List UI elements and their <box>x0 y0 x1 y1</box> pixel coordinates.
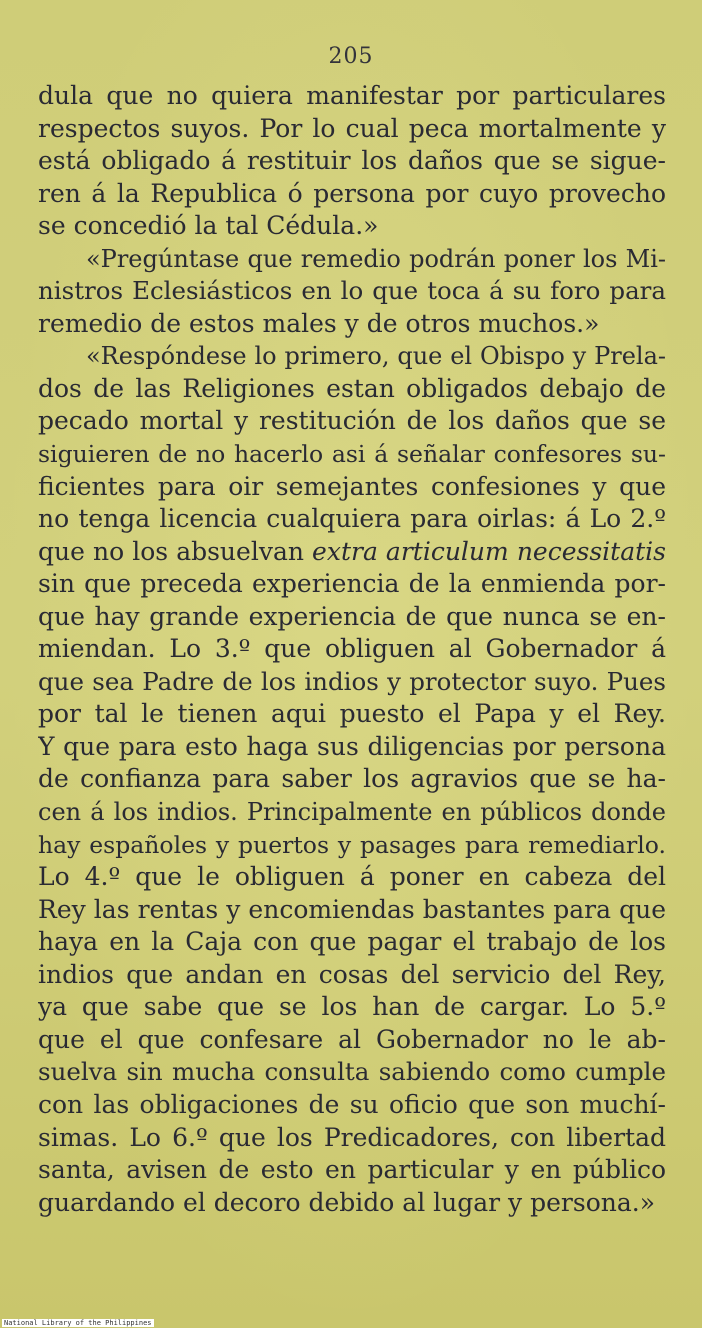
text-line: cen á los indios. Principalmente en públicos donde <box>38 798 666 827</box>
text-line: que sea Padre de los indios y protector suyo. Pues <box>38 666 666 696</box>
text-line: indios que andan en cosas del servicio del Rey, <box>38 959 666 989</box>
text-line: dula que no quiera manifestar por particulares <box>38 81 666 110</box>
text-line: sin que preceda experiencia de la enmienda por- <box>38 569 666 599</box>
text-line: Y que para esto haga sus diligencias por persona <box>38 731 666 761</box>
text-line: que hay grande experiencia de que nunca se en- <box>38 601 666 631</box>
text-line: remedio de estos males y de otros muchos.» <box>38 308 600 338</box>
text-line: ficientes para oir semejantes confesiones y que <box>38 471 666 501</box>
text-line: «Pregúntase que remedio podrán poner los Mi- <box>86 244 666 273</box>
text-line: pecado mortal y restitución de los daños que se <box>38 406 666 436</box>
text-line: «Respóndese lo primero, que el Obispo y Prela- <box>86 342 666 371</box>
text-line: guardando el decoro debido al lugar y persona.» <box>38 1187 656 1217</box>
text-line: ya que sabe que se los han de cargar. Lo 5.º <box>38 992 666 1022</box>
text-line: suelva sin mucha consulta sabiendo como cumple <box>38 1057 666 1087</box>
text-line: se concedió la tal Cédula.» <box>38 211 379 241</box>
text-line: haya en la Caja con que pagar el trabajo de los <box>38 927 666 957</box>
latin-phrase: extra articulum necessitatis <box>312 536 666 566</box>
text-line: con las obligaciones de su oficio que son muchí- <box>38 1089 666 1119</box>
text-line: santa, avisen de esto en particular y en público <box>38 1155 666 1185</box>
text-line: de confianza para saber los agravios que se ha- <box>38 764 666 794</box>
page-number: 205 <box>328 44 374 69</box>
text-segment: que no los absuelvan <box>38 536 304 566</box>
text-line: nistros Eclesiásticos en lo que toca á su foro para <box>38 276 666 306</box>
text-line: no tenga licencia cualquiera para oirlas: á Lo 2.º <box>38 504 666 534</box>
library-watermark: National Library of the Philippines <box>4 1319 152 1327</box>
text-line-with-latin <box>38 536 666 569</box>
text-line: miendan. Lo 3.º que obliguen al Gobernador á <box>38 634 666 664</box>
text-line: Rey las rentas y encomiendas bastantes para que <box>38 894 666 924</box>
text-line: dos de las Religiones estan obligados debajo de <box>38 373 666 403</box>
text-line: está obligado á restituir los daños que se sigue- <box>38 146 666 176</box>
text-line: hay españoles y puertos y pasages para remediarlo. <box>38 830 666 859</box>
text-line: respectos suyos. Por lo cual peca mortalmente y <box>38 113 666 143</box>
text-line: ren á la Republica ó persona por cuyo provecho <box>38 178 666 208</box>
text-line: Lo 4.º que le obliguen á poner en cabeza del <box>38 862 666 892</box>
text-line: que el que confesare al Gobernador no le ab- <box>38 1024 666 1054</box>
text-line: por tal le tienen aqui puesto el Papa y el Rey. <box>38 699 666 729</box>
text-line: siguieren de no hacerlo asi á señalar confesores su- <box>38 440 666 469</box>
body-text <box>38 80 666 1219</box>
text-line: simas. Lo 6.º que los Predicadores, con libertad <box>38 1122 666 1152</box>
